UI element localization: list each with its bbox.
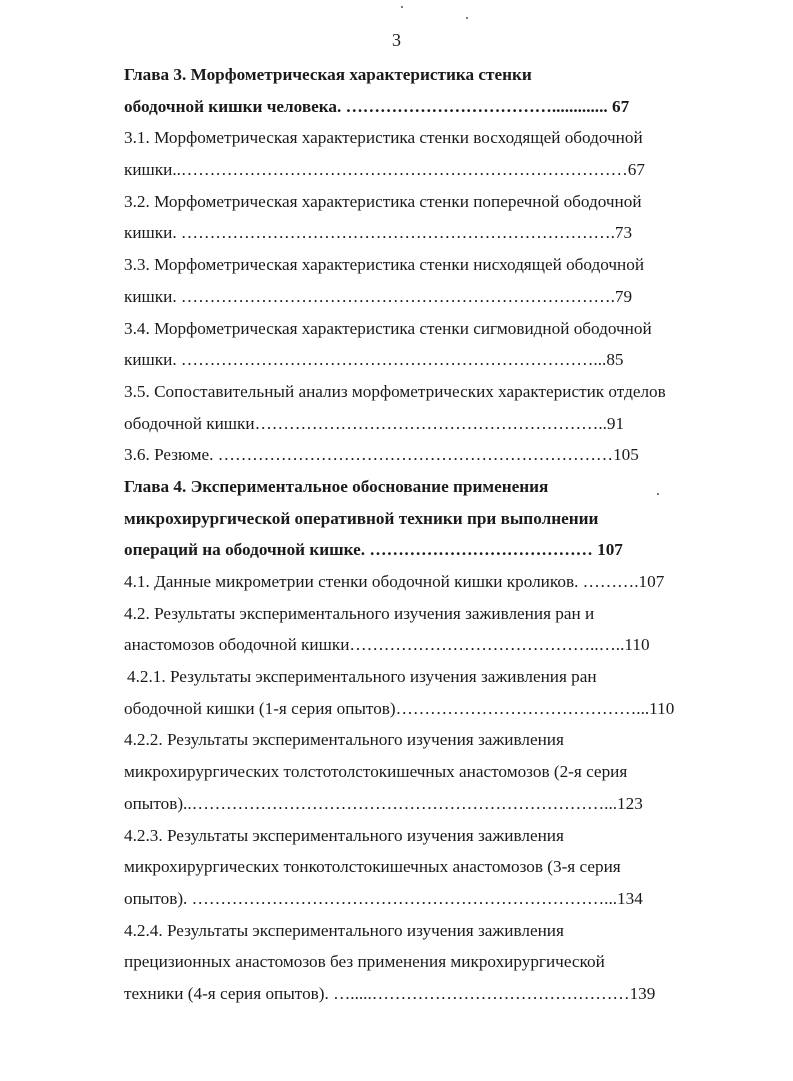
toc-chapter-heading: операций на ободочной кишке. ………………………………… 107 (124, 540, 623, 560)
toc-entry: 4.2.4. Результаты экспериментального изучения заживления (124, 920, 564, 940)
toc-chapter-heading: Глава 4. Экспериментальное обоснование применения (124, 476, 549, 496)
page-number: 3 (392, 30, 401, 50)
toc-entry: 3.4. Морфометрическая характеристика стенки сигмовидной ободочной (124, 318, 652, 338)
toc-chapter-heading: ободочной кишки человека. ………………………………............. 67 (124, 96, 630, 116)
toc-entry: 3.5. Сопоставительный анализ морфометрических характеристик отделов (124, 381, 666, 401)
toc-entry: 4.1. Данные микрометрии стенки ободочной кишки кроликов. ……….107 (124, 572, 665, 591)
toc-entry: ободочной кишки (1-я серия опытов)……………………………………...110 (124, 698, 675, 718)
scan-speck (466, 17, 468, 19)
toc-entry: 3.2. Морфометрическая характеристика стенки поперечной ободочной (124, 191, 642, 211)
toc-entry: анастомозов ободочной кишки……………………………………..…..110 (124, 635, 650, 655)
toc-entry: техники (4-я серия опытов). ….....………………………………………139 (124, 983, 656, 1003)
toc-entry: 4.2.3. Результаты экспериментального изучения заживления (124, 825, 564, 845)
toc-entry: микрохирургических толстотолстокишечных анастомозов (2-я серия (124, 762, 628, 782)
toc-entry: прецизионных анастомозов без применения микрохирургической (124, 952, 605, 972)
table-of-contents (124, 59, 736, 1010)
toc-entry: 3.6. Резюме. ……………………………………………………………105 (124, 445, 639, 465)
toc-entry: опытов). ………………………………………………………………...134 (124, 888, 643, 908)
toc-entry: 4.2. Результаты экспериментального изучения заживления ран и (124, 603, 595, 623)
toc-entry: ободочной кишки……………………………………………………..91 (124, 413, 625, 433)
toc-entry: 3.3. Морфометрическая характеристика стенки нисходящей ободочной (124, 255, 645, 275)
toc-entry: 4.2.2. Результаты экспериментального изучения заживления (124, 730, 564, 750)
toc-chapter-heading: микрохирургической оперативной техники при выполнении (124, 508, 599, 528)
toc-chapter-heading: Глава 3. Морфометрическая характеристика стенки (124, 65, 532, 84)
toc-entry: кишки. ………………………………………………………………….73 (124, 223, 633, 243)
toc-entry: 3.1. Морфометрическая характеристика стенки восходящей ободочной (124, 128, 643, 148)
toc-entry: 4.2.1. Результаты экспериментального изучения заживления ран (127, 667, 597, 687)
toc-entry: опытов)..………………………………………………………………...123 (124, 793, 643, 813)
toc-entry: кишки. ………………………………………………………………….79 (124, 286, 633, 306)
toc-entry: кишки..……………………………………………………………………67 (124, 160, 645, 180)
toc-entry: кишки. ………………………………………………………………...85 (124, 350, 624, 370)
scan-speck (401, 6, 403, 8)
toc-entry: микрохирургических тонкотолстокишечных анастомозов (3-я серия (124, 857, 621, 877)
